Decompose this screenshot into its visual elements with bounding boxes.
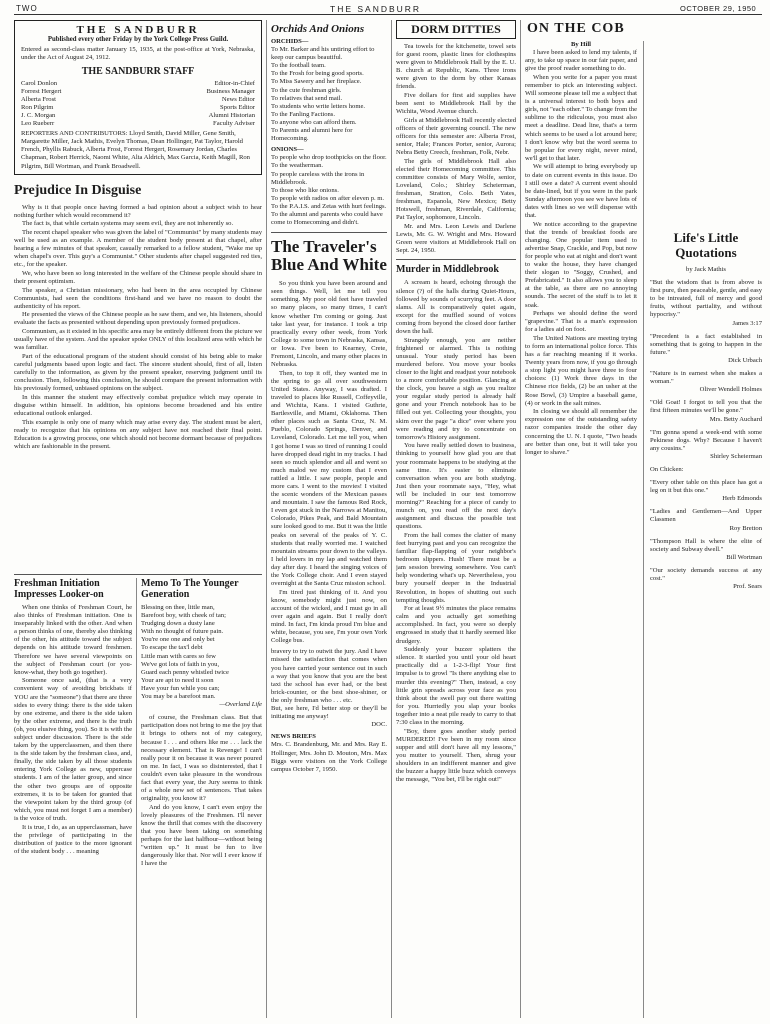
quote-author: Shirley Scheierman bbox=[710, 452, 762, 460]
memo-poem: Blessing on thee, little man, Barefoot boy, with cheek of tan; Trudging down a dusty lane With no thought of future pain. You're one one and only bet To escape the tax'l debt Little man with cares so few We've got lots of faith in you, Guard each penny whistled twice Your are apt to need it soon Have your fun while you can; You may be a barefoot man. bbox=[141, 604, 229, 701]
quote-author: Prof. Sears bbox=[733, 583, 762, 591]
prejudice-body bbox=[14, 204, 262, 451]
dorm-paragraph: Girls at Middlebrook Hall recently elected officers of their governing council. The new officers for this semester are: Alberta Frost, senior, Hale; Frances Porter, senior, Aurora; Nebra Betty Creech, freshman, Folk, Nebr. bbox=[396, 116, 516, 157]
quote-text: "Precedent is a fact established in something that is going to happen in the future." bbox=[650, 332, 762, 356]
murder-paragraph: Strangely enough, you are neither frightened or alarmed. This is nothing unusual. Your study period has been murdered before. You move your books closer to the light and readjust your notebook to a more comfortable position. Glancing at the clock, you heave a sigh as you realize your regular study period is already half gone and your French notebook has to be filled out yet. Collecting your thoughts, you skim over the page "a dice" over where you were reading and try to concentrate on tomorrow's History assignment. bbox=[396, 336, 516, 441]
memo-body bbox=[141, 714, 262, 868]
column-rule bbox=[520, 20, 521, 1018]
section-divider bbox=[396, 259, 516, 260]
quote-author: James 3:17 bbox=[732, 319, 762, 327]
column-rule bbox=[643, 41, 644, 1018]
prejudice-paragraph: Communism, as it existed in his specific area may be entirely different from the picture we usually have of the system. And the speaker spoke ONLY of this localized area with which he was familiar. bbox=[14, 328, 262, 352]
staff-row bbox=[21, 96, 255, 104]
prejudice-paragraph: Part of the educational program of the student should consist of his being able to make careful judgments based upon logic and fact. The sincere student should, first of all, listen carefully to the information, as given by the present speaker, reserving judgment until its conclusion. Then, following this conclusion, he should compare the present information with his previously formed, unbiased opinions on the subject. bbox=[14, 352, 262, 393]
staff-role: Sports Editor bbox=[220, 104, 255, 112]
dorm-paragraph: Mr. and Mrs. Leon Lewis and Darlene Lewis, Mr. G. W. Wright and Mrs. Howard Green were visitors at Middlebrook Hall on Sept. 24, 1950. bbox=[396, 223, 516, 255]
staff-role: Business Manager bbox=[206, 88, 255, 96]
sandburr-title: THE SANDBURR bbox=[76, 24, 200, 36]
cob-body bbox=[525, 49, 637, 457]
quote-author: Dick Urbach bbox=[728, 356, 762, 364]
cob-paragraph: In closing we should all remember the expression one of the outstanding safety razor companies inside the other day concerning the U. N. I quote, "Two heads are better than one, but it will take you longer to shave." bbox=[525, 408, 637, 456]
section-divider bbox=[14, 574, 262, 575]
prejudice-paragraph: The fact is, that while certain systems may seem evil, they are not inherently so. bbox=[22, 220, 234, 228]
initiation-body bbox=[14, 604, 132, 856]
murder-paragraph: A scream is heard, echoing through the silence (?) of the halls during Quiet-Hours, followed by sounds of scurrying feet. A door slams. All is comparatively quiet again, except for the muffled sound of voices coming from beyond the closed door farther down the hall. bbox=[396, 279, 516, 335]
prejudice-headline: Prejudice In Disguise bbox=[14, 182, 142, 198]
staff-heading: THE SANDBURR STAFF bbox=[81, 66, 195, 78]
sandburr-box bbox=[14, 20, 262, 175]
prejudice-paragraph: The recent chapel speaker who was given the label of "Communist" by many students may well be used as an example. A member of the student body present at that chapel, after hearing a few minutes of that speaker, casually remarked to a fellow student, "Wake me up when chapel's over. This guy's a Communist." Other students after chapel suggested red ties, etc., for the speaker. bbox=[14, 228, 262, 269]
cob-headline: ON THE COB bbox=[527, 21, 625, 36]
murder-paragraph: Suddenly your buzzer splatters the silence. It startled you until your old heart practically did a 1-2-3-flip! Your first impulse is to growl "Is there anything else to murder this evening?" Then, instead, a coy little grin spreads across your face as you think about the swell pay out there waiting for you. Hurriedly you slap your books together into a neat pile ready to carry to that 7:30 class in the morning. bbox=[396, 646, 516, 726]
column-rule bbox=[136, 578, 137, 1018]
prejudice-paragraph: He presented the views of the Chinese people as he saw them, and we, his listeners, should evaluate the facts as presented without depending upon previously formed prejudices. bbox=[14, 311, 262, 327]
dorm-paragraph: Five dollars for first aid supplies have been sent to Middlebrook Hall by the Wichita, Wood Avenue church. bbox=[396, 92, 516, 116]
staff-row bbox=[21, 104, 255, 112]
news-briefs-heading: NEWS BRIEFS bbox=[271, 733, 316, 741]
cob-paragraph: I have been asked to lend my talents, if any, to take up space in our fair paper, and give the proof reader something to do. bbox=[525, 49, 637, 73]
quote-text: "Our society demands success at any cost." bbox=[650, 566, 762, 582]
dorm-body bbox=[396, 43, 516, 255]
cob-paragraph: We notice according to the grapevine that the trends of breakfast foods are changing. One popular item used to advertise Snap, Crackle, and Pop, but now for people who eat at night and don't want to wake the house, they have changed their slogan to "Soggy, Crushed, and Prefabricated." It also allows you to sleep at the table, as there are no annoying sounds. The secret of the stuff is to let it soak. bbox=[525, 220, 637, 309]
column-memo bbox=[141, 578, 262, 1018]
staff-role: Faculty Adviser bbox=[213, 120, 255, 128]
section-divider bbox=[271, 232, 387, 233]
onions-list: To people who drop toothpicks on the floor. To the weatherman. To people careless with the irons in Middlebrook. To those who like onions. To people with radios on after eleven p. m. To the P.A.I.S. and Zetas with hurt feelings. To the alumni and parents who could have come to Homecoming and didn't. bbox=[271, 154, 387, 227]
memo-credit: —Overland Life bbox=[219, 701, 262, 709]
staff-row bbox=[21, 80, 255, 88]
column-rule bbox=[266, 20, 267, 1018]
column-editorial bbox=[14, 20, 262, 550]
sandburr-subtitle: Published every other Friday by the York College Press Guild. bbox=[47, 36, 229, 43]
dorm-headline: DORM DITTIES bbox=[396, 20, 516, 39]
paper-name: THE SANDBURR bbox=[330, 4, 422, 14]
staff-name: Alberta Frost bbox=[21, 96, 56, 104]
orchids-headline: Orchids And Onions bbox=[271, 23, 365, 35]
murder-paragraph: For at least 9½ minutes the place remains calm and you actually get something accomplished. In fact, you were so deeply engrossed in study that it hardly seemed like drudgery. bbox=[396, 605, 516, 645]
quotes-list bbox=[650, 279, 762, 591]
traveler-continued: bravery to try to outwit the jury. And I have missed the satisfaction that comes when you have carried your sentence out in such a way that you know that you are the best taxi the school has ever had, or the best brick-counter, or the best shoe-shiner, or the only freshman who . . . etc. bbox=[271, 648, 387, 704]
murder-paragraph: From the hall comes the clatter of many feet hurrying past and you can recognize the familiar flap-flapping of your neighbor's bedroom slippers. Hush! There must be a jam session brewing somewhere. You can't help wondering what's up. Nevertheless, you bury yourself deeper in the Industrial Revolution, in hopes of shutting out such tempting thoughts. bbox=[396, 531, 516, 604]
column-orchids-traveler bbox=[271, 20, 387, 1018]
prejudice-paragraph: We, who have been so long interested in the welfare of the Chinese people should share in their present optimism. bbox=[14, 269, 262, 285]
quote-text: "Every other table on this place has got a leg on it but this one." bbox=[650, 479, 762, 495]
prejudice-paragraph: Why is it that people once having formed a bad opinion about a subject wish to hear nothing further which would recommend it? bbox=[14, 203, 262, 219]
quote-text: "Thompson Hall is where the elite of society and Subway dwell." bbox=[650, 537, 762, 553]
cob-paragraph: When you write for a paper you must remember to pick an interesting subject. Will someone please tell me a subject that is a universal interest to both boys and girls, not "each other." To change from the sublime to the ridiculous, you must also meet a deadline. Dead line, that's a term which seems to be used a lot around here; I don't know why but the word seems to be popular for every night, never mind, we'll get to that later. bbox=[525, 73, 637, 162]
dorm-paragraph: Tea towels for the kitchenette, towel sets for guest room, plastic lines for clothespins were given to Middlebrook Hall by the E. U. B. church at Republic, Kans. Three irons were given to the dorm by other Kansas friends. bbox=[396, 43, 516, 91]
cob-paragraph: The United Nations are meeting trying to form an international police force. This has a far reaching meaning if it works. Twenty years from now, if you go through a stop light you might have three to four choices: (1) Work three days in the Chinese rice fields, (2) be an usher at the Rose Bowl, (3) Umpire a baseball game, (4) or work in the salt mines. bbox=[525, 334, 637, 407]
staff-row bbox=[21, 88, 255, 96]
column-dorm bbox=[396, 20, 516, 1018]
staff-row bbox=[21, 112, 255, 120]
contributors: REPORTERS AND CONTRIBUTORS: Lloyd Smith, David Miller, Gene Smith, Margarette Miller, Jack Mathis, Evelyn Thomas, Dean Hollinger, Pat Taylor, Harold French, Phyllis Rabuck, Alberta Frost, Forrest Hergert, Rosemary Jordan, Charles Chapman, Robert Herrick, Naomi White, Alta Aldrich, Max Garcia, Keith Magill, Ron Pilgrim, Bill Wortman, and Frank Broadwell. bbox=[21, 130, 250, 170]
murder-body bbox=[396, 279, 516, 784]
quotes-byline: by Jack Mathis bbox=[686, 266, 726, 273]
traveler-paragraph: I'm tired just thinking of it. And you know, somebody might just now, on account of the wicked, and I must go in all over again and again. But I really don't mind. In fact, I'm kinda proud I'm blue and white, because, you see, I'm your own York College bus. bbox=[271, 588, 387, 645]
page-number: TWO bbox=[16, 4, 38, 13]
quote-author: Herb Edmonds bbox=[722, 495, 762, 503]
column-initiation bbox=[14, 578, 132, 1018]
memo-paragraph: of course, the Freshman class. But that participation does not bring to me the joy that it brings to others not of my category, because I . . . and others like me . . . lack the necessary element. That is Revenge! I can't really pour it on because it was never poured on me. In fact, I was so disinterested, that I couldn't even take pleasure in the wondrous fact that every year, the Jury seems to think of a whole new set of sentences. That takes originality, you know it? bbox=[141, 714, 262, 803]
staff-row bbox=[21, 120, 255, 128]
traveler-paragraph: Then, to top it off, they wanted me in the spring to go all over southwestern United States. Anyway, I was drafted. I traveled to places like Russell, Coffeyville, and Wichita, Kans. I visited Guthrie, Bartlesville, and Miami, Oklahoma. Then other places such as Santa Cruz, N. M. Pueblo, Colorado Springs, Denver, and Loveland, Colorado. Let me tell you, when I got home I was so tired of running I could have dropped dead right in my tracks. I had seen so much splendor and all and went so much malod we my custom that I even rattled a little. I saw people, people and more cars. I went to the movies! I visited the scenic wonders of the Mexican passes and mountain. I saw the famous Red Rock, I even got stuck in the Narrows at Manitou, Colorado, Pikes Peak, and Bald Mountain sure looked good to me. But it was the little peaks on several of the peaks of Y. C. students that really worried me. I watched mountain streams pour down to the valleys. I held lovers in my lap and watched them day after day. I heard the singing voices of the York College choir. And I even stayed overnight at the Santa Cruz mission school. bbox=[271, 369, 387, 588]
cob-paragraph: Perhaps we should define the word "grapevine." That is a man's expression for a ladies aid on foot. bbox=[525, 310, 637, 334]
dorm-paragraph: The girls of Middlebrook Hall also elected their Homecoming committee. This committee consists of Mary Wolfe, senior, Loveland, Colo.; Shirley Scheierman, freshman, Stratton, Colo. Beth Yates, freshman, Espanola, New Mexico; Betty Hotswell, freshman, Riverdale, California; Pat Taylor, sophomore, Lincoln. bbox=[396, 157, 516, 222]
staff-role: Editor-in-Chief bbox=[214, 80, 255, 88]
prejudice-paragraph: The speaker, a Christian missionary, who had been in the area occupied by Chinese Communists, had seen the conditions first-hand and we have no reason to doubt the authenticity of his report. bbox=[14, 286, 262, 310]
quote-author: Oliver Wendell Holmes bbox=[699, 386, 762, 394]
initiation-paragraph: Someone once said, (that is a very convenient way of avoiding brickbats if YOU are the "someone") that there are three sides to every thing: there is the side taken by one extreme, and there is the side taken by the other extreme, and there is the truth (oh, you elusive thing, you). So it is with the subject under discussion. There is the side taken by the upperclassmen, and then there is the side taken by the freshman class, and, finally, the side taken by all those students entering York College as new, uppercase students. I am of the latter group, and since the other two groups are of opposite extremes, it is to be taken for granted that the viewpoint taken by the third group (of which, you must not forget I am a member) is the voice of truth. bbox=[14, 677, 132, 822]
page-masthead bbox=[0, 0, 770, 22]
staff-name: Carol Donlon bbox=[21, 80, 58, 88]
murder-headline: Murder in Middlebrook bbox=[396, 264, 499, 276]
staff-name: Ron Pilgrim bbox=[21, 104, 54, 112]
staff-name: Leo Rueberr bbox=[21, 120, 55, 128]
quote-text: "Ladies and Gentlemen—And Upper Classmen bbox=[650, 508, 762, 524]
cob-left bbox=[525, 41, 637, 1018]
cob-byline: By Hill bbox=[571, 41, 591, 48]
traveler-paragraph: So you think you have been around and seen things. Well, let me tell you something. My poor old feet have traveled so many places, so many times, I can't know whether I'm coming or going. Just take last year, for instance. I took a trip practically every other week, from York College to some town in Nebraska, Kansas, or Iowa. I've been to Kearney, Crete, Fremont, Lincoln, and many other places in Nebraska. bbox=[271, 280, 387, 369]
traveler-continued-2: But, see here, I'd better stop or they'll be initiating me anyway! bbox=[271, 705, 387, 721]
column-rule bbox=[391, 20, 392, 1018]
quotes-section bbox=[650, 230, 762, 1018]
orchids-label: ORCHIDS— bbox=[271, 38, 309, 45]
initiation-paragraph: It is true, I do, as an upperclassman, have the privilege of participating in the distribution of justice to the more ignorant of the student body . . . meaning bbox=[14, 823, 132, 855]
issue-date: OCTOBER 29, 1950 bbox=[680, 4, 757, 13]
prejudice-paragraph: This example is only one of many which may arise every day. The student must be alert, ready to recognize that his opinions on any subject have not reached their final point. Education is a growing process, one which should not become dormant because of prejudices which are fashionable in the present. bbox=[14, 418, 262, 450]
memo-headline: Memo To The Younger Generation bbox=[141, 578, 239, 600]
news-briefs-body: Mrs. C. Brandenburg, Mr. and Mrs. Ray E. Hollinger, Mrs. John D. Mouton, Mrs. Max Biggs were visitors on the York College campus October 7, 1950. bbox=[271, 741, 387, 773]
staff-role: News Editor bbox=[221, 96, 255, 104]
memo-paragraph: And do you know, I can't even enjoy the lovely pleasures of the Freshmen. I'll never know the thrill that comes with the discovery that you have been taking on something perhaps for the last halfhour—without being "written up." It must be fun to live dangerously like that. Nor will I ever know if I have the bbox=[141, 803, 262, 868]
quote-text: "But the wisdom that is from above is first pure, then peaceable, gentle, and easy to be intreated, full of mercy and good fruits, without partiality, and without hypocrisy." bbox=[650, 279, 762, 319]
traveler-signature: DOC. bbox=[371, 721, 387, 729]
initiation-paragraph: When one thinks of Freshman Court, he also thinks of Freshman initiation. One is inseparably linked with the other. And when a person thinks of one, thereby also thinking of the other, his attitude toward the subject depends on his attitude toward freshmen. Therefore we have several viewpoints on the subject of Freshman court (or you-know-what, they both go together). bbox=[14, 604, 132, 676]
quote-text: On Chicken: bbox=[650, 465, 684, 473]
masthead-rule bbox=[14, 14, 762, 15]
quotes-headline: Life's Little Quotations bbox=[673, 230, 739, 260]
staff-list bbox=[21, 80, 255, 128]
orchids-list: To Mr. Barker and his untiring effort to keep our campus beautiful. To the football team. To the Frosh for being good sports. To Miss Sawery and her fireplace. To the cute freshman girls. To relatives that send mail. To students who write letters home. To the Fanling Factions. To anyone who can afford them. To Parents and alumni here for Homecoming. bbox=[271, 46, 375, 143]
quote-text: "Old Goat! I forgot to tell you that the first fifteen minutes we'll be gone." bbox=[650, 399, 762, 415]
sandburr-entry: Entered as second-class matter January 15, 1935, at the post-office at York, Nebraska, under the Act of August 24, 1912. bbox=[21, 46, 255, 62]
traveler-body bbox=[271, 280, 387, 645]
prejudice-paragraph: In this manner the student may effectively combat prejudice which may operate in disguise within himself. In addition, his opinions become broadened and his entire educational outlook enlarged. bbox=[14, 393, 262, 417]
murder-paragraph: You have really settled down to business, thinking to yourself how glad you are that your roommate happens to be studying at the same time. It's easier to eliminate conversation when you are both studying. Just then your roommate says, "Hey, what will be included in our test tomorrow morning?" Reaching for a piece of candy to munch on, you read off the next day's assignment and discuss the possible test questions. bbox=[396, 442, 516, 531]
staff-name: Forrest Hergert bbox=[21, 88, 62, 96]
initiation-headline: Freshman Initiation Impresses Looker-on bbox=[14, 578, 104, 600]
cob-paragraph: We will attempt to bring everybody up to date on current events in this issue. Do I still owe a date? A current event should be date-lined, but if you were in the park Sunday afternoon you see we have lots of dates with lines so we will dispense with that. bbox=[525, 163, 637, 219]
staff-name: J. C. Morgan bbox=[21, 112, 56, 120]
staff-role: Alumni Historian bbox=[208, 112, 255, 120]
quote-author: Bill Wortman bbox=[726, 553, 762, 561]
onions-label: ONIONS— bbox=[271, 146, 304, 154]
spacer bbox=[650, 41, 762, 246]
quote-text: "I'm gonna spend a week-end with some Pekinese dogs. Why? Because I haven't any cousins." bbox=[650, 428, 762, 452]
quote-author: Mrs. Betty Auchard bbox=[709, 415, 762, 423]
quote-author: Roy Bretton bbox=[729, 524, 762, 532]
traveler-headline: The Traveler's Blue And White bbox=[271, 237, 387, 275]
murder-paragraph: "Boy, there goes another study period MURDERED! I've been in my room since supper and still don't have all my lessons," you mutter to yourself. Then, shrug your shoulders in an indifferent manner and give the buzzer a happy little buzz which conveys the message, "You bet, I'll be right out!" bbox=[396, 727, 516, 784]
quote-text: "Nature is in earnest when she makes a woman." bbox=[650, 370, 762, 386]
